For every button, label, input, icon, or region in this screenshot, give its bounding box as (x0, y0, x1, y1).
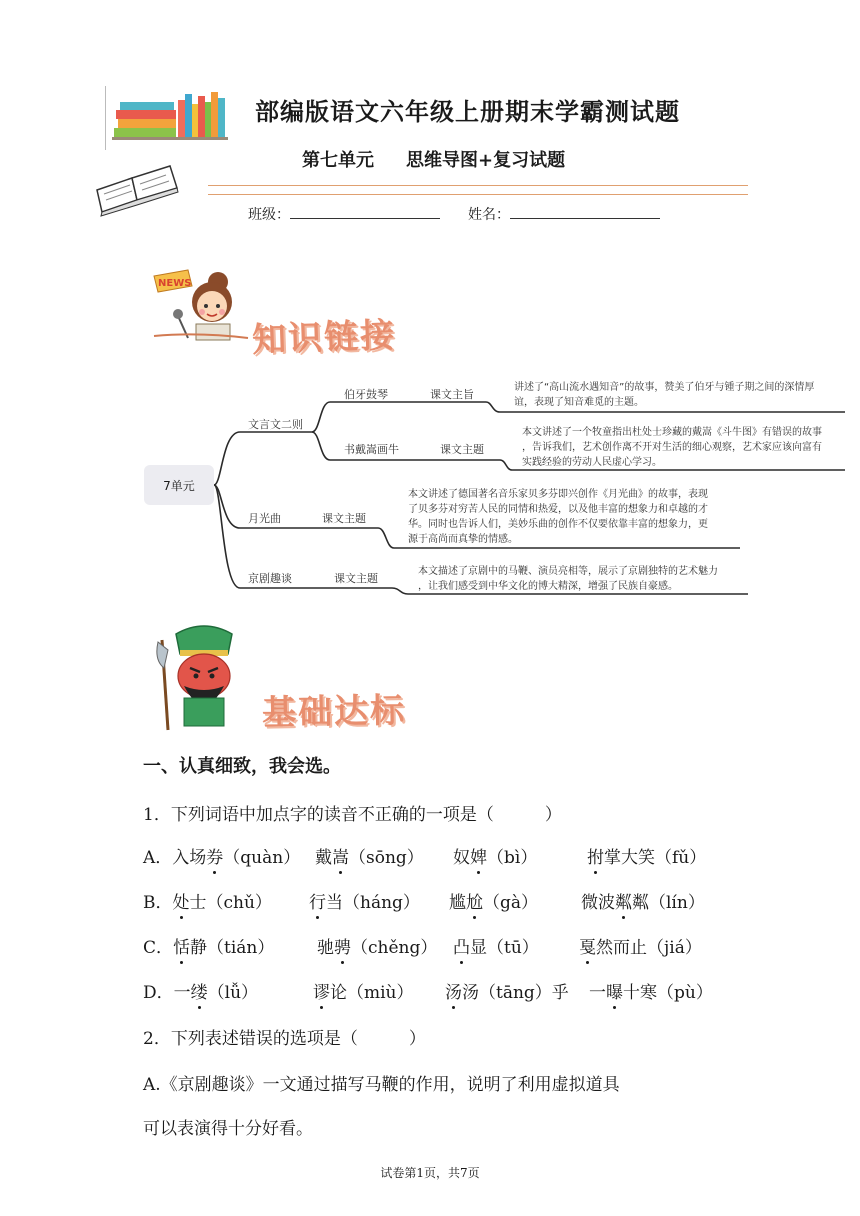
option-c-word-3: 凸显（tū） (453, 938, 539, 958)
subtitle-label: 思维导图+复习试题 (406, 150, 566, 171)
mindmap-item-title: 书戴嵩画牛 (344, 443, 399, 456)
section-heading: 一、认真细致，我会选。 (143, 756, 341, 777)
option-c-word-1: C．恬静（tián） (143, 938, 275, 958)
unit-label: 第七单元 (302, 150, 374, 171)
option-a-word-3: 奴婢（bì） (453, 848, 538, 868)
question-2-stem: 2．下列表述错误的选项是（ ） (143, 1029, 426, 1049)
option-d-word-1: D．一缕（lǚ） (143, 983, 259, 1003)
mindmap-item-desc: 讲述了“高山流水遇知音”的故事，赞美了伯牙与锺子期之间的深情厚 谊，表现了知音难觅的主题。 (514, 382, 815, 408)
option-c-word-4: 戛然而止（jiá） (579, 938, 702, 958)
page-title: 部编版语文六年级上册期末学霸测试题 (255, 97, 680, 126)
question-2-option-a-line2[interactable]: 可以表演得十分好看。 (143, 1119, 313, 1139)
mindmap-item-tag: 课文主旨 (430, 388, 474, 401)
option-b-word-2: 行当（háng） (309, 893, 420, 913)
name-label: 姓名： (468, 207, 510, 223)
basic-banner: 基础达标 (261, 690, 407, 734)
mindmap-item-desc: 本文讲述了一个牧童指出杜处士珍藏的戴嵩《斗牛图》有错误的故事 ，告诉我们，艺术创作离不开对生活的细心观察，艺术家应该向富有 实践经验的劳动人民虚心学习。 (522, 427, 822, 468)
option-a-word-2: 戴嵩（sōng） (315, 848, 424, 868)
mindmap-item-tag: 课文主题 (440, 443, 484, 456)
option-a-word-1: A．入场券（quàn） (143, 848, 301, 868)
guan-yu-illustration (154, 620, 254, 732)
option-d-word-2: 谬论（miù） (313, 983, 414, 1003)
mindmap-item-title: 月光曲 (248, 512, 281, 525)
option-d-word-4: 一曝十寒（pù） (589, 983, 713, 1003)
mindmap-item-title: 京剧趣谈 (248, 572, 292, 585)
mindmap-item-tag: 课文主题 (334, 572, 378, 585)
option-d-word-3: 汤汤（tāng）乎 (445, 983, 569, 1003)
page-footer: 试卷第1页，共7页 (380, 1166, 480, 1180)
mindmap-item-tag: 课文主题 (322, 512, 366, 525)
mindmap-item-desc: 本文讲述了德国著名音乐家贝多芬即兴创作《月光曲》的故事，表现 了贝多芬对穷苦人民的同情和热爱，以及他丰富的想象力和卓越的才 华。同时也告诉人们，美妙乐曲的创作不仅要依靠丰富的想象力，更 源于高尚而真挚的情感。 (408, 489, 708, 545)
question-1-stem: 1．下列词语中加点字的读音不正确的一项是（ ） (143, 805, 562, 825)
option-c-word-2: 驰骋（chěng） (317, 938, 438, 958)
news-text: NEWS (158, 278, 192, 289)
option-b-word-1: B．处士（chǔ） (143, 893, 272, 913)
option-b-word-3: 尴尬（gà） (449, 893, 539, 913)
knowledge-banner: 知识链接 (251, 315, 397, 361)
option-a-word-4: 拊掌大笑（fǔ） (587, 848, 707, 868)
class-label: 班级： (248, 207, 290, 223)
mindmap-branch-wenyan: 文言文二则 (248, 418, 303, 431)
mindmap-item-desc: 本文描述了京剧中的马鞭、演员亮相等，展示了京剧独特的艺术魅力 ，让我们感受到中华文化的博大精深，增强了民族自豪感。 (418, 566, 718, 592)
mindmap-root: 7单元 (144, 465, 214, 505)
question-2-option-a-line1[interactable]: A.《京剧趣谈》一文通过描写马鞭的作用，说明了利用虚拟道具 (143, 1075, 620, 1095)
mindmap-item-title: 伯牙鼓琴 (344, 388, 388, 401)
option-b-word-4: 微波粼粼（lín） (581, 893, 705, 913)
